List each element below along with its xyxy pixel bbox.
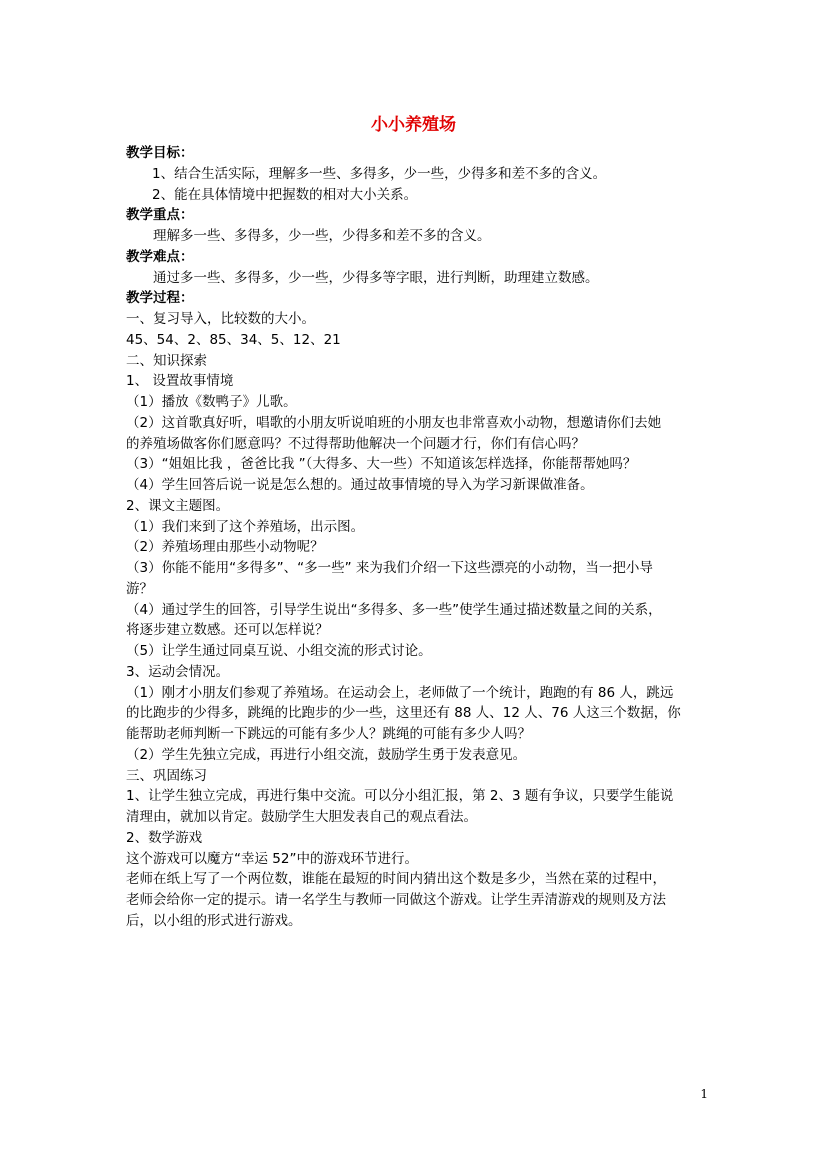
- text-line: （1）播放《数鸭子》儿歌。: [126, 394, 297, 410]
- text-line: 能帮助老师判断一下跳远的可能有多少人？跳绳的可能有多少人吗？: [126, 726, 531, 742]
- text-line: 3、运动会情况。: [126, 663, 230, 680]
- text-line: 一、复习导入，比较数的大小。: [126, 311, 315, 327]
- text-line: 1、让学生独立完成，再进行集中交流。可以分小组汇报，第 2、3 题有争议，只要学生能说: [126, 788, 674, 805]
- document-title: 小小养殖场: [371, 115, 456, 135]
- text-line: （1）刚才小朋友们参观了养殖场。在运动会上，老师做了一个统计，跑跑的有 86 人，跳远: [126, 684, 674, 701]
- text-line: 2、课文主题图。: [126, 497, 230, 514]
- text-line: （4）通过学生的回答，引导学生说出“多得多、多一些”使学生通过描述数量之间的关系，: [126, 601, 662, 618]
- text-line: （3）你能不能用“多得多”、“多一些” 来为我们介绍一下这些漂亮的小动物，当一把小导: [126, 560, 653, 576]
- text-line: 二、知识探索: [126, 352, 207, 369]
- text-line: 2、能在具体情境中把握数的相对大小关系。: [152, 186, 418, 203]
- text-line: 游？: [126, 580, 153, 597]
- text-line: （5）让学生通过同桌互说、小组交流的形式讨论。: [126, 643, 432, 659]
- text-line: （2）学生先独立完成，再进行小组交流，鼓励学生勇于发表意见。: [126, 746, 527, 763]
- text-line: （2）这首歌真好听，唱歌的小朋友听说咱班的小朋友也非常喜欢小动物，想邀请你们去她: [126, 414, 662, 431]
- text-line: 45、54、2、85、34、5、12、21: [126, 331, 341, 348]
- text-line: 的比跑步的少得多，跳绳的比跑步的少一些，这里还有 88 人、12 人、76 人这三个数据，你: [126, 705, 681, 722]
- text-line: 1、 设置故事情境: [126, 373, 234, 390]
- section-heading: 教学过程：: [126, 290, 194, 307]
- text-line: （2）养殖场理由那些小动物呢？: [126, 539, 324, 556]
- text-line: 的养殖场做客你们愿意吗？不过得帮助他解决一个问题才行，你们有信心吗？: [126, 435, 585, 452]
- text-line: 1、结合生活实际，理解多一些、多得多，少一些，少得多和差不多的含义。: [152, 165, 607, 182]
- text-line: 三、巩固练习: [126, 767, 207, 784]
- text-line: 2、数学游戏: [126, 829, 203, 846]
- text-line: （3）“姐姐比我 ，爸爸比我 ”（大得多、大一些）不知道该怎样选择，你能帮帮她吗？: [126, 456, 637, 473]
- section-heading: 教学重点：: [126, 207, 194, 224]
- text-line: 后，以小组的形式进行游戏。: [126, 912, 302, 929]
- text-line: 这个游戏可以魔方“幸运 52”中的游戏环节进行。: [126, 850, 418, 867]
- text-line: 清理由，就加以肯定。鼓励学生大胆发表自己的观点看法。: [126, 809, 477, 825]
- text-line: （1）我们来到了这个养殖场，出示图。: [126, 518, 365, 535]
- section-heading: 教学目标：: [126, 145, 194, 161]
- text-line: （4）学生回答后说一说是怎么想的。通过故事情境的导入为学习新课做准备。: [126, 477, 594, 493]
- text-line: 通过多一些、多得多，少一些，少得多等字眼，进行判断，助理建立数感。: [153, 269, 599, 286]
- section-heading: 教学难点：: [126, 248, 194, 265]
- text-line: 老师在纸上写了一个两位数，谁能在最短的时间内猜出这个数是多少，当然在菜的过程中，: [126, 871, 666, 888]
- page-number: 1: [700, 1087, 708, 1101]
- text-line: 理解多一些、多得多，少一些，少得多和差不多的含义。: [153, 228, 491, 244]
- text-line: 将逐步建立数感。还可以怎样说？: [126, 622, 329, 639]
- text-line: 老师会给你一定的提示。请一名学生与教师一同做这个游戏。让学生弄清游戏的规则及方法: [126, 892, 666, 908]
